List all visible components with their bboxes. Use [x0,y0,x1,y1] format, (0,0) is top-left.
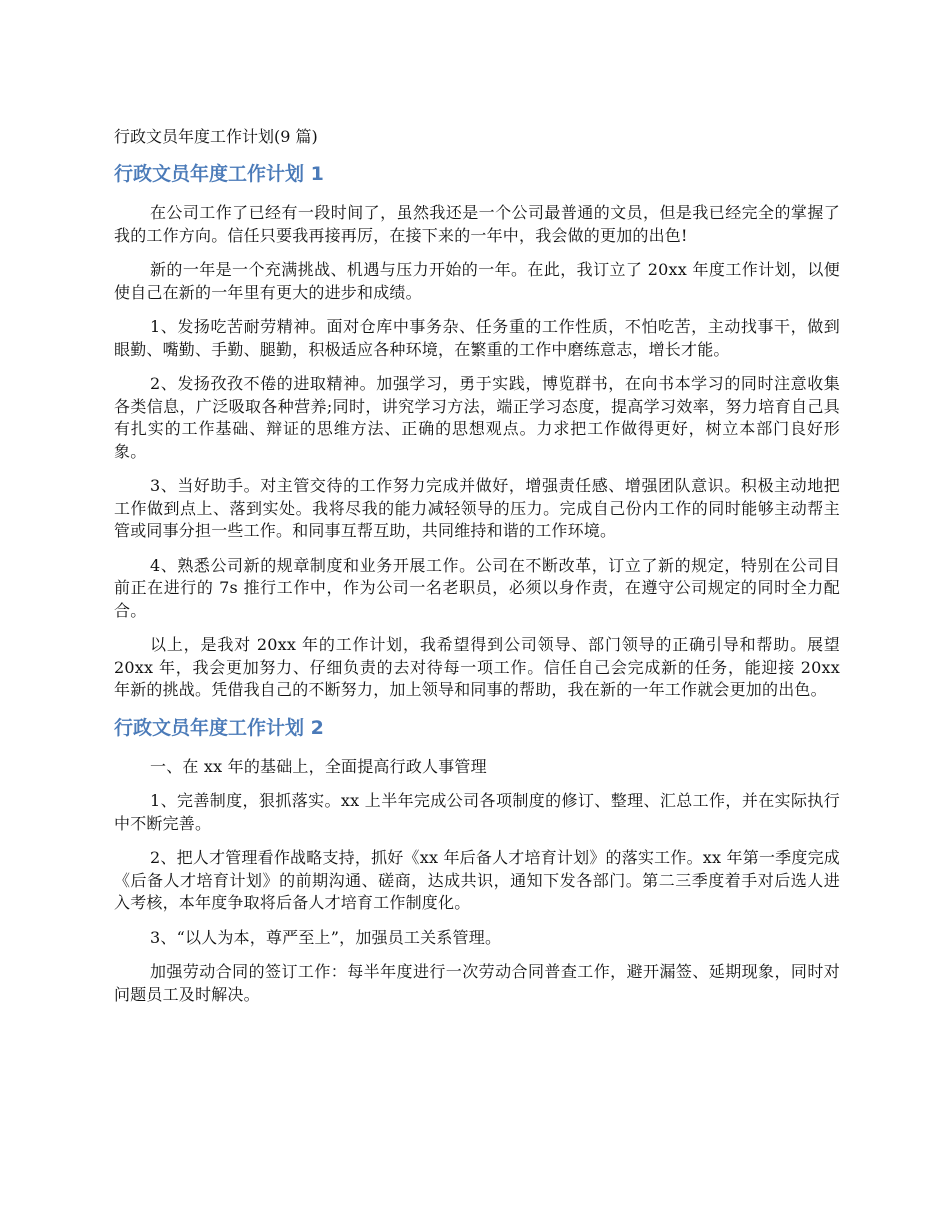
paragraph: 新的一年是一个充满挑战、机遇与压力开始的一年。在此，我订立了 20xx 年度工作计划，以便使自己在新的一年里有更大的进步和成绩。 [114,260,840,302]
section-1 [114,160,840,702]
paragraph: 4、熟悉公司新的规章制度和业务开展工作。公司在不断改革，订立了新的规定，特别在公司目前正在进行的 7s 推行工作中，作为公司一名老职员，必须以身作责，在遵守公司规定的同时全力配合。 [114,555,840,620]
paragraph: 1、完善制度，狠抓落实。xx 上半年完成公司各项制度的修订、整理、汇总工作，并在实际执行中不断完善。 [114,791,840,833]
document-title: 行政文员年度工作计划(9 篇) [114,127,318,146]
paragraph: 2、发扬孜孜不倦的进取精神。加强学习，勇于实践，博览群书，在向书本学习的同时注意收集各类信息，广泛吸取各种营养;同时，讲究学习方法，端正学习态度，提高学习效率，努力培育自己具有扎实的工作基础、辩证的思维方法、正确的思想观点。力求把工作做得更好，树立本部门良好形象。 [114,374,840,461]
paragraph: 加强劳动合同的签订工作：每半年度进行一次劳动合同普查工作，避开漏签、延期现象，同时对问题员工及时解决。 [114,962,840,1004]
paragraph: 在公司工作了已经有一段时间了，虽然我还是一个公司最普通的文员，但是我已经完全的掌握了我的工作方向。信任只要我再接再厉，在接下来的一年中，我会做的更加的出色! [114,203,840,245]
paragraph: 3、“以人为本，尊严至上”，加强员工关系管理。 [150,927,502,947]
section-heading: 行政文员年度工作计划 2 [114,716,324,739]
document-page [114,124,840,1018]
paragraph: 2、把人才管理看作战略支持，抓好《xx 年后备人才培育计划》的落实工作。xx 年第一季度完成《后备人才培育计划》的前期沟通、磋商，达成共识，通知下发各部门。第二三季度着手对后选人进入考核，本年度争取将后备人才培育工作制度化。 [114,848,840,912]
paragraph: 以上，是我对 20xx 年的工作计划，我希望得到公司领导、部门领导的正确引导和帮助。展望 20xx 年，我会更加努力、仔细负责的去对待每一项工作。信任自己会完成新的任务，能迎接 20xx 年新的挑战。凭借我自己的不断努力，加上领导和同事的帮助，我在新的一年工作就会更加的出色。 [114,635,840,699]
paragraph: 1、发扬吃苦耐劳精神。面对仓库中事务杂、任务重的工作性质，不怕吃苦，主动找事干，做到眼勤、嘴勤、手勤、腿勤，积极适应各种环境，在繁重的工作中磨练意志，增长才能。 [114,317,840,359]
section-2 [114,714,840,1007]
paragraph: 一、在 xx 年的基础上，全面提高行政人事管理 [150,756,487,776]
section-heading: 行政文员年度工作计划 1 [114,163,324,185]
paragraph: 3、当好助手。对主管交待的工作努力完成并做好，增强责任感、增强团队意识。积极主动地把工作做到点上、落到实处。我将尽我的能力减轻领导的压力。完成自己份内工作的同时能够主动帮主管或同事分担一些工作。和同事互帮互助，共同维持和谐的工作环境。 [114,476,840,540]
